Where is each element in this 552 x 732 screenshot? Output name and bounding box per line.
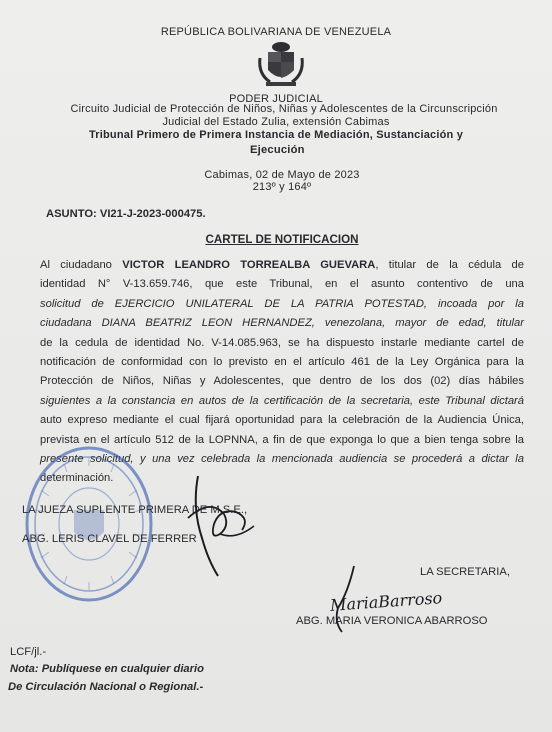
- body-line: ciudadana DIANA BEATRIZ LEON HERNANDEZ, venezolana, mayor de edad, titular: [40, 317, 524, 330]
- body-line: solicitud de EJERCICIO UNILATERAL DE LA PATRIA POTESTAD, incoada por la: [40, 297, 524, 310]
- notice-title: CARTEL DE NOTIFICACION: [205, 233, 359, 246]
- body-line: de la cedula de identidad No. V-14.085.963, se ha dispuesto instarle mediante cartel de: [40, 336, 524, 349]
- judge-signature: [180, 468, 260, 580]
- body-line: auto expreso mediante el cual fijará oportunidad para la celebración de la Audiencia Única,: [40, 414, 524, 427]
- body-text: Al ciudadano: [40, 259, 123, 271]
- secretary-name: ABG. MARIA VERONICA ABARROSO: [296, 615, 488, 627]
- document-initials: LCF/jl.-: [10, 646, 47, 658]
- secretary-signature: MariaBarroso: [329, 588, 443, 615]
- judicial-power-heading: PODER JUDICIAL: [229, 93, 323, 105]
- body-line: notificación de conformidad con lo previsto en el artículo 461 de la Ley Orgánica para la: [40, 355, 524, 368]
- addressee-name: VICTOR LEANDRO TORREALBA GUEVARA: [122, 259, 376, 271]
- judge-title: LA JUEZA SUPLENTE PRIMERA DE M.S.E.,: [22, 504, 248, 516]
- judge-name: ABG. LERIS CLAVEL DE FERRER: [22, 533, 197, 545]
- tribunal-line-2: Ejecución: [250, 144, 305, 156]
- body-line: [40, 256, 524, 275]
- body-line: prevista en el artículo 512 de la LOPNNA, a fin de que exponga lo que a bien tenga sobre la: [40, 433, 524, 446]
- body-text: , titular de la cédula de: [375, 259, 524, 271]
- coat-of-arms-icon: [256, 40, 306, 88]
- body-line: determinación.: [40, 472, 114, 485]
- secretary-signature-flourish: [330, 562, 370, 634]
- place-date: Cabimas, 02 de Mayo de 2023: [204, 169, 360, 181]
- body-line: presente solicitud, y una vez celebrada la mencionada audiencia se procederá a dictar la: [40, 452, 524, 465]
- publication-note-line-1: Nota: Publíquese en cualquier diario: [10, 663, 204, 675]
- body-line: identidad N° V-13.659.746, que este Tribunal, en el asunto contentivo de una: [40, 278, 524, 291]
- circuit-line-1: Circuito Judicial de Protección de Niños, Niñas y Adolescentes de la Circunscripción: [70, 103, 498, 115]
- tribunal-line-1: Tribunal Primero de Primera Instancia de Mediación, Sustanciación y: [88, 129, 464, 141]
- years: 213º y 164º: [252, 181, 312, 193]
- body-line: siguientes a la constancia en autos de la certificación de la secretaria, este Tribunal dictará: [40, 394, 524, 407]
- case-number: ASUNTO: VI21-J-2023-000475.: [46, 208, 206, 220]
- circuit-line-2: Judicial del Estado Zulia, extensión Cabimas: [162, 116, 390, 128]
- country-heading: REPÚBLICA BOLIVARIANA DE VENEZUELA: [160, 26, 392, 38]
- publication-note-line-2: De Circulación Nacional o Regional.-: [8, 681, 204, 693]
- secretary-title: LA SECRETARIA,: [420, 566, 510, 578]
- court-seal-stamp: [19, 440, 159, 608]
- body-line: Protección de Niños, Niñas y Adolescentes, que dentro de los dos (02) días hábiles: [40, 375, 524, 388]
